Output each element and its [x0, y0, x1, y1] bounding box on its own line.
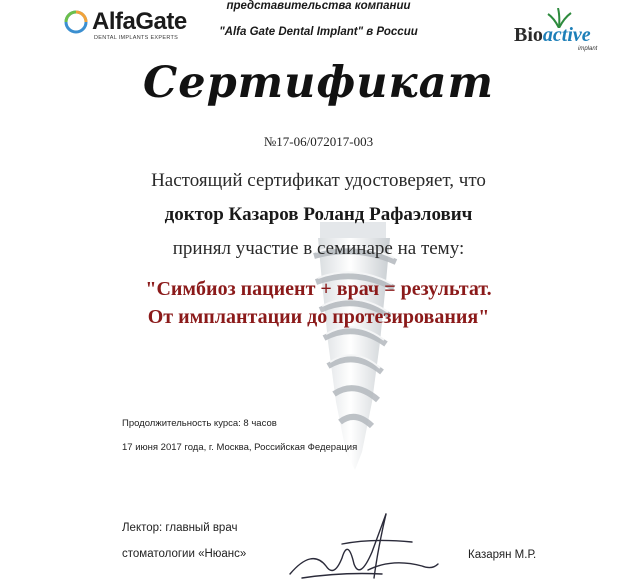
lecturer-signature	[282, 508, 442, 584]
certificate-number: №17-06/072017-003	[263, 134, 374, 149]
bioactive-logo-accent: active	[542, 24, 591, 46]
bioactive-logo-subtitle: implant	[578, 46, 598, 52]
course-date-place: 17 июня 2017 года, г. Москва, Российская Федерация	[122, 442, 358, 453]
course-duration: Продолжительность курса: 8 часов	[122, 418, 277, 429]
lecturer-title-line-2: стоматологии «Нюанс»	[122, 548, 247, 560]
seminar-topic-line-2: От имплантации до протезирования"	[147, 306, 490, 328]
header-line-2: "Alfa Gate Dental Implant" в России	[219, 26, 418, 38]
alfagate-logo-name: AlfaGate	[92, 8, 187, 35]
alfagate-logo-subtitle: DENTAL IMPLANTS EXPERTS	[94, 35, 179, 41]
certificate-title: Сертификат	[143, 58, 494, 108]
recipient-name: доктор Казаров Роланд Рафаэлович	[164, 204, 473, 225]
certificate-statement: Настоящий сертификат удостоверяет, что	[151, 170, 486, 191]
participation-text: принял участие в семинаре на тему:	[172, 238, 465, 259]
lecturer-title-line-1: Лектор: главный врач	[122, 522, 238, 534]
lecturer-name: Казарян М.Р.	[468, 549, 537, 561]
header-line-1: представительства компании	[226, 0, 411, 12]
bioactive-logo-prefix: Bio	[514, 24, 543, 46]
seminar-topic-line-1: "Симбиоз пациент + врач = результат.	[145, 278, 492, 300]
